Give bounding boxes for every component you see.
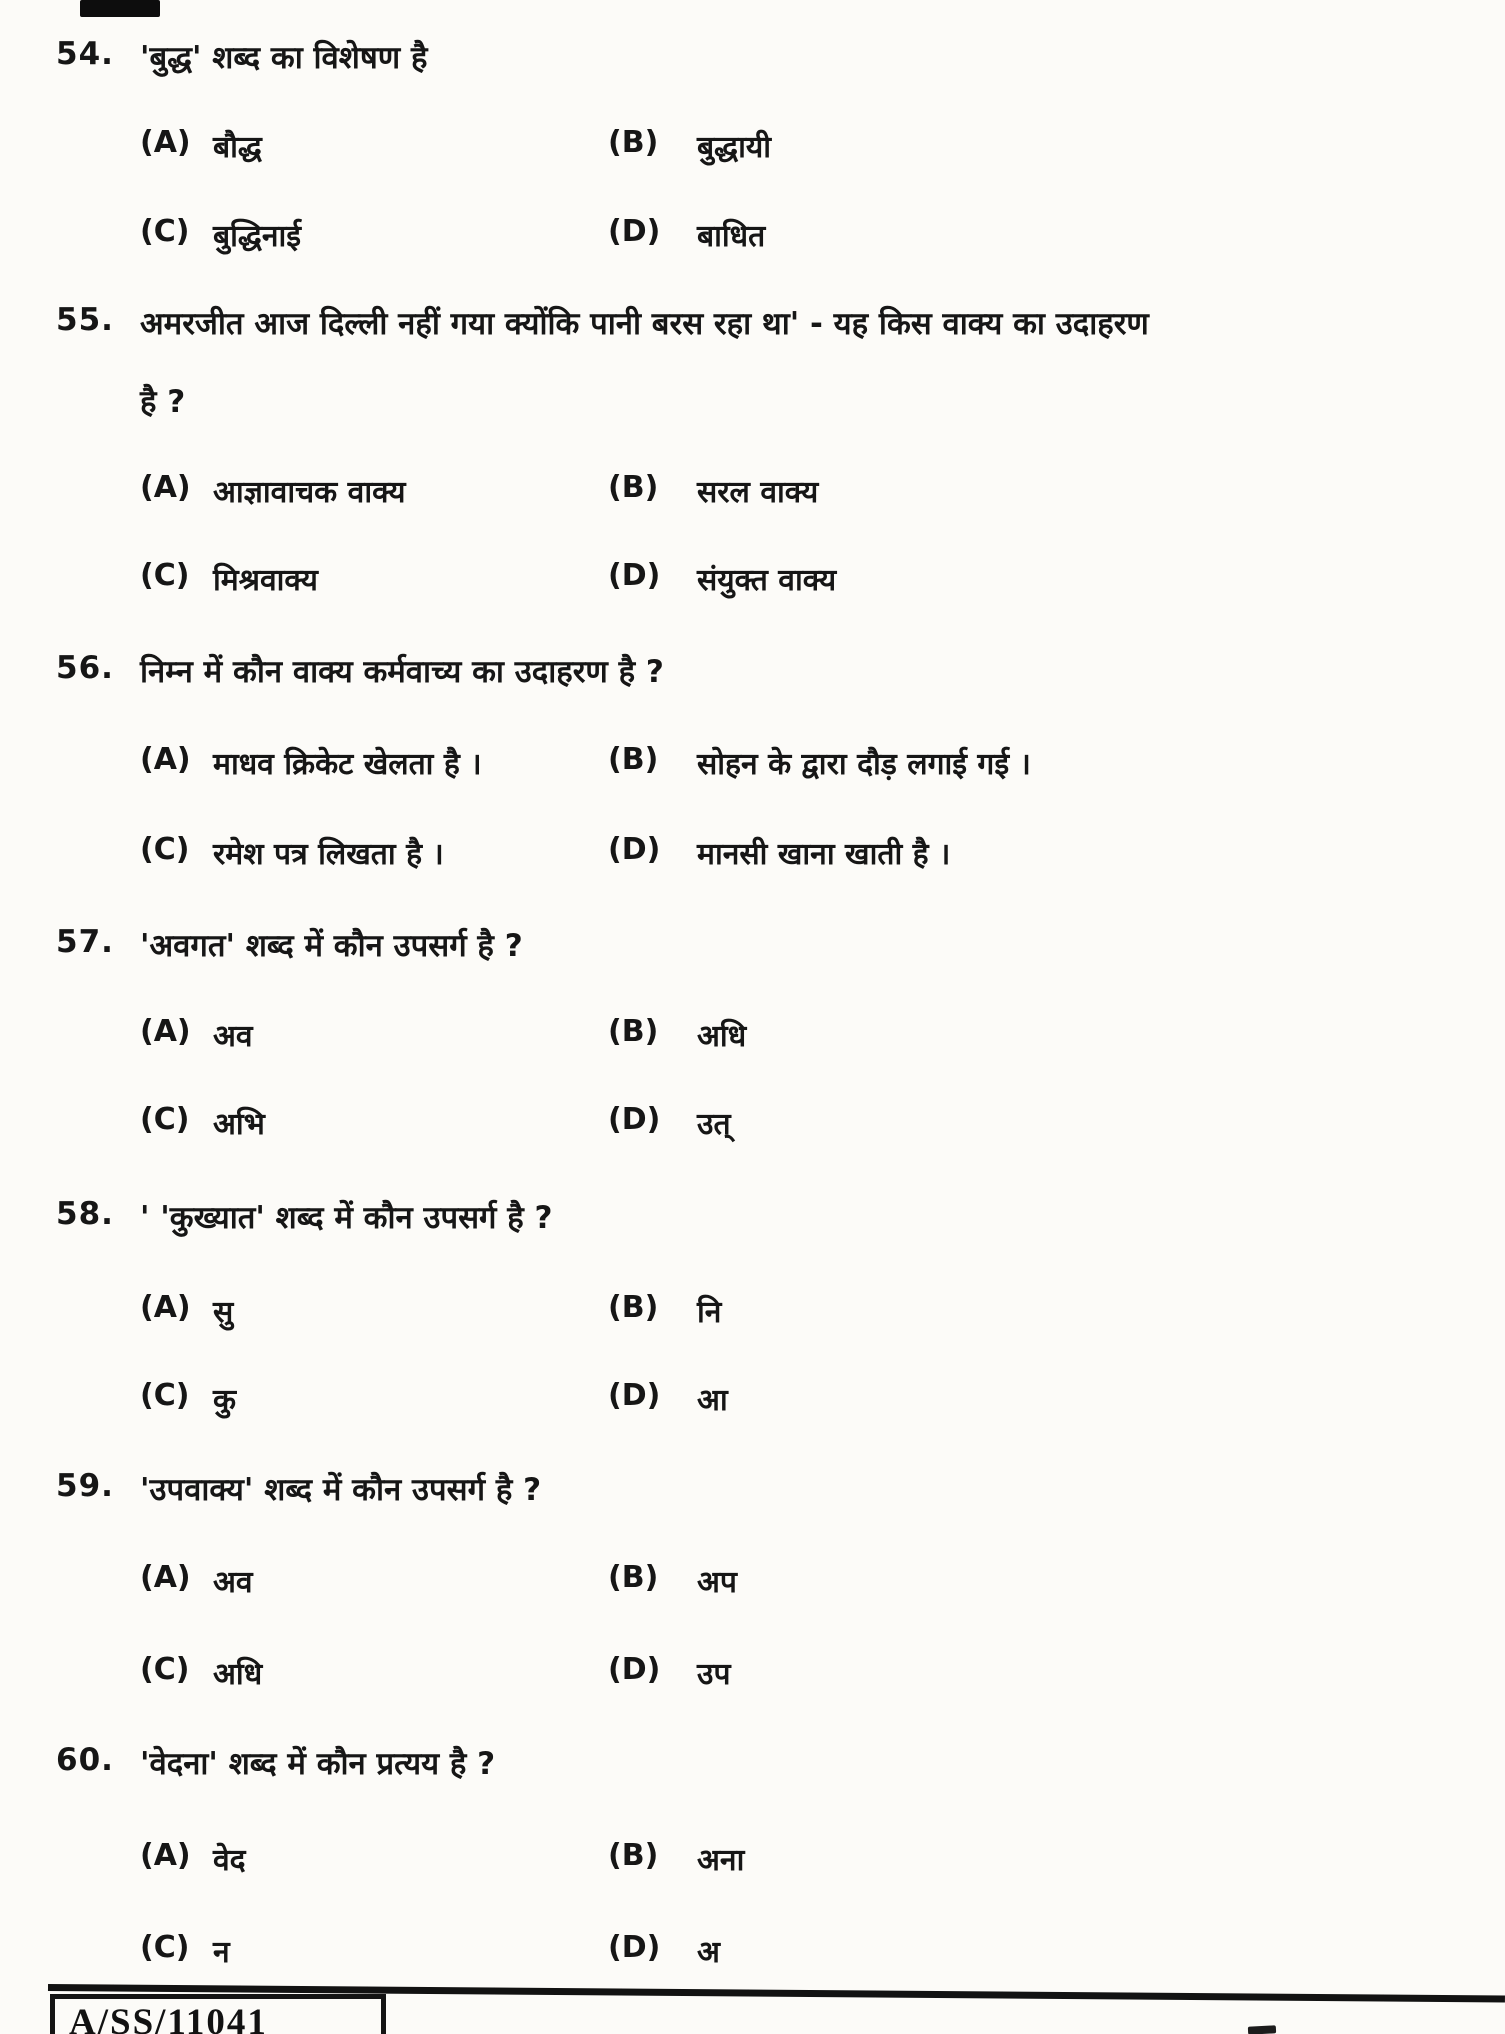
option-label: (B) xyxy=(608,1560,659,1595)
option-text: अधि xyxy=(697,1019,747,1054)
question-number: 55. xyxy=(56,302,114,338)
option-text: बाधित xyxy=(697,219,766,254)
option-text: अभि xyxy=(213,1107,265,1142)
option-label: (C) xyxy=(140,1378,190,1413)
paper-code: A/SS/11041 xyxy=(69,2002,268,2034)
option-label: (B) xyxy=(608,1290,659,1325)
scan-artifact-blob xyxy=(80,0,160,17)
question-56-options-row-2 xyxy=(0,832,1505,894)
question-58-options-row-2 xyxy=(0,1378,1505,1440)
option-text: अव xyxy=(213,1565,253,1600)
question-54-options-row-2 xyxy=(0,214,1505,276)
option-text: अव xyxy=(213,1019,253,1054)
question-text: 'बुद्ध' शब्द का विशेषण है xyxy=(140,40,428,76)
question-number: 58. xyxy=(56,1196,114,1232)
question-number: 54. xyxy=(56,36,114,72)
question-59-options-row-2 xyxy=(0,1652,1505,1714)
question-54-options-row-1 xyxy=(0,125,1505,187)
option-text: सोहन के द्वारा दौड़ लगाई गई । xyxy=(697,747,1031,782)
option-label: (B) xyxy=(608,125,659,160)
question-number: 59. xyxy=(56,1468,114,1504)
option-label: (C) xyxy=(140,1102,190,1137)
option-text: वेद xyxy=(213,1843,246,1878)
option-text: उत् xyxy=(697,1107,731,1142)
question-57-options-row-1 xyxy=(0,1014,1505,1076)
option-label: (C) xyxy=(140,214,190,249)
option-label: (C) xyxy=(140,832,190,867)
question-number: 60. xyxy=(56,1742,114,1778)
question-57-line xyxy=(0,924,1505,986)
option-label: (A) xyxy=(140,125,191,160)
option-text: बुद्धायी xyxy=(697,130,772,165)
option-label: (C) xyxy=(140,558,190,593)
option-text: आ xyxy=(697,1383,728,1418)
option-label: (D) xyxy=(608,1378,661,1413)
question-55-line-1 xyxy=(0,302,1505,364)
question-number: 56. xyxy=(56,650,114,686)
option-label: (D) xyxy=(608,214,661,249)
option-text: मानसी खाना खाती है । xyxy=(697,837,951,872)
question-55-line-2 xyxy=(0,380,1505,442)
question-text-continued: है ? xyxy=(140,384,186,420)
option-text: सु xyxy=(213,1295,234,1330)
option-label: (A) xyxy=(140,1290,191,1325)
option-label: (D) xyxy=(608,1930,661,1965)
question-text: 'वेदना' शब्द में कौन प्रत्यय है ? xyxy=(140,1746,496,1782)
option-label: (D) xyxy=(608,1652,661,1687)
option-label: (D) xyxy=(608,1102,661,1137)
question-56-line xyxy=(0,650,1505,712)
option-label: (A) xyxy=(140,1014,191,1049)
option-label: (A) xyxy=(140,470,191,505)
option-text: अधि xyxy=(213,1657,263,1692)
question-text: अमरजीत आज दिल्ली नहीं गया क्योंकि पानी बरस रहा था' - यह किस वाक्य का उदाहरण xyxy=(140,306,1149,342)
question-54-line xyxy=(0,36,1505,98)
option-text: अ xyxy=(697,1935,720,1970)
question-text: ' 'कुख्यात' शब्द में कौन उपसर्ग है ? xyxy=(140,1200,553,1236)
paper-code-box xyxy=(50,1994,386,2034)
option-text: रमेश पत्र लिखता है । xyxy=(213,837,444,872)
question-55-options-row-1 xyxy=(0,470,1505,532)
question-58-line xyxy=(0,1196,1505,1258)
option-label: (A) xyxy=(140,1838,191,1873)
option-text: बुद्धिनाई xyxy=(213,219,302,254)
option-label: (D) xyxy=(608,558,661,593)
option-text: माधव क्रिकेट खेलता है । xyxy=(213,747,482,782)
option-label: (B) xyxy=(608,1838,659,1873)
question-58-options-row-1 xyxy=(0,1290,1505,1352)
option-label: (B) xyxy=(608,742,659,777)
option-text: अप xyxy=(697,1565,737,1600)
question-text: 'उपवाक्य' शब्द में कौन उपसर्ग है ? xyxy=(140,1472,542,1508)
question-text: निम्न में कौन वाक्य कर्मवाच्य का उदाहरण है ? xyxy=(140,654,664,690)
question-60-line xyxy=(0,1742,1505,1804)
option-label: (B) xyxy=(608,1014,659,1049)
option-text: सरल वाक्य xyxy=(697,475,819,510)
question-60-options-row-2 xyxy=(0,1930,1505,1992)
question-59-options-row-1 xyxy=(0,1560,1505,1622)
question-text: 'अवगत' शब्द में कौन उपसर्ग है ? xyxy=(140,928,523,964)
option-text: न xyxy=(213,1935,230,1970)
question-number: 57. xyxy=(56,924,114,960)
question-57-options-row-2 xyxy=(0,1102,1505,1164)
question-55-options-row-2 xyxy=(0,558,1505,620)
option-text: नि xyxy=(697,1295,722,1330)
option-label: (D) xyxy=(608,832,661,867)
option-label: (C) xyxy=(140,1930,190,1965)
option-label: (A) xyxy=(140,1560,191,1595)
option-text: मिश्रवाक्य xyxy=(213,563,318,598)
option-text: कु xyxy=(213,1383,237,1418)
option-text: अना xyxy=(697,1843,745,1878)
question-60-options-row-1 xyxy=(0,1838,1505,1900)
option-label: (B) xyxy=(608,470,659,505)
option-label: (C) xyxy=(140,1652,190,1687)
option-text: उप xyxy=(697,1657,731,1692)
option-text: आज्ञावाचक वाक्य xyxy=(213,475,406,510)
option-text: बौद्ध xyxy=(213,130,262,165)
option-label: (A) xyxy=(140,742,191,777)
scan-artifact-mark xyxy=(1248,2025,1276,2034)
option-text: संयुक्त वाक्य xyxy=(697,563,837,598)
question-56-options-row-1 xyxy=(0,742,1505,804)
question-59-line xyxy=(0,1468,1505,1530)
